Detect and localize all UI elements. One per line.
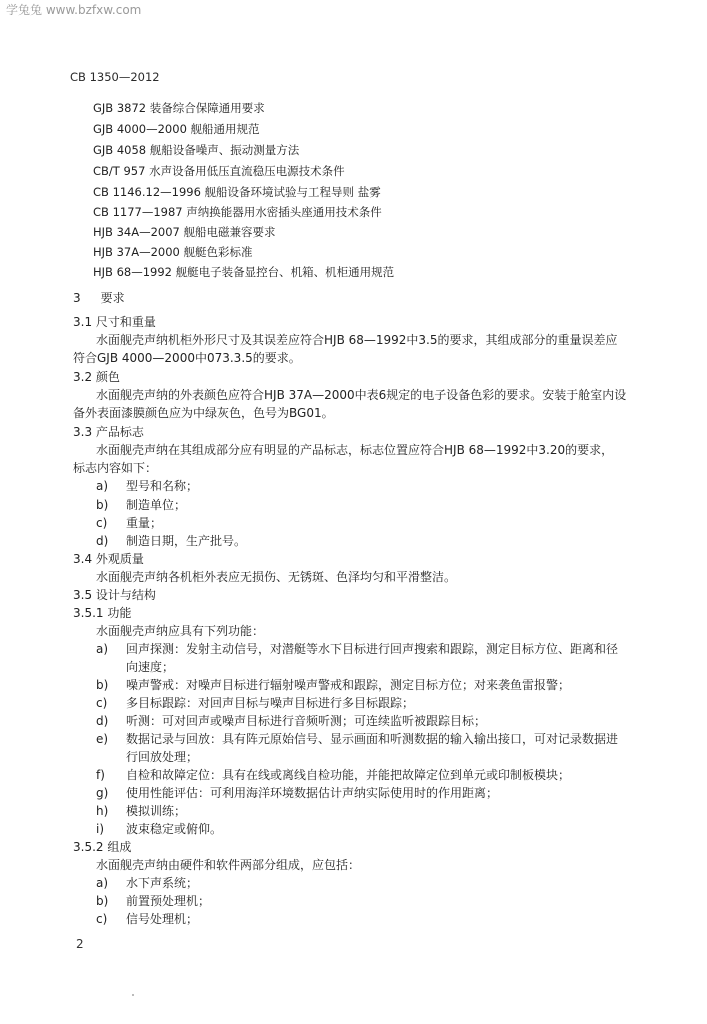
list-text: 制造单位； — [126, 498, 187, 512]
subsection-heading: 3.5.2 组成 — [73, 840, 132, 854]
reference-item: HJB 37A—2000 舰艇色彩标准 — [93, 245, 253, 259]
list-item — [96, 677, 570, 693]
list-text: 制造日期，生产批号。 — [126, 534, 247, 548]
list-item-continuation: 行回放处理； — [126, 750, 199, 764]
list-item — [96, 821, 222, 837]
list-item — [96, 695, 414, 711]
subsection-heading: 3.3 产品标志 — [73, 425, 144, 439]
list-text: 模拟训练； — [126, 804, 187, 818]
list-text: 听测：可对回声或噪声目标进行音频听测；可连续监听被跟踪目标； — [126, 714, 487, 728]
reference-item: CB 1177—1987 声纳换能器用水密插头座通用技术条件 — [93, 205, 382, 219]
list-text: 回声探测：发射主动信号，对潜艇等水下目标进行回声搜索和跟踪，测定目标方位、距离和径 — [126, 642, 619, 656]
paragraph-line: 水面舰壳声纳机柜外形尺寸及其误差应符合HJB 68—1992中3.5的要求，其组成部分的重量误差应 — [96, 333, 618, 347]
reference-item: GJB 4058 舰船设备噪声、振动测量方法 — [93, 143, 300, 157]
subsection-heading: 3.4 外观质量 — [73, 552, 144, 566]
list-label: b) — [96, 498, 109, 512]
paragraph-line: 水面舰壳声纳各机柜外表应无损伤、无锈斑、色泽均匀和平滑整洁。 — [96, 570, 457, 584]
subsection-heading: 3.5 设计与结构 — [73, 588, 156, 602]
list-item — [96, 497, 186, 513]
list-label: a) — [96, 876, 109, 890]
list-label: b) — [96, 894, 109, 908]
list-label: d) — [96, 714, 109, 728]
list-item-continuation: 向速度； — [126, 660, 175, 674]
list-item — [96, 478, 198, 494]
list-text: 型号和名称； — [126, 479, 199, 493]
list-label: h) — [96, 804, 109, 818]
list-label: i) — [96, 822, 105, 836]
list-label: f) — [96, 768, 105, 782]
list-label: g) — [96, 786, 109, 800]
list-text: 前置预处理机； — [126, 894, 211, 908]
page-number: 2 — [76, 937, 84, 951]
list-label: c) — [96, 516, 108, 530]
reference-item: HJB 68—1992 舰艇电子装备显控台、机箱、机柜通用规范 — [93, 265, 395, 279]
paragraph-line: 水面舰壳声纳在其组成部分应有明显的产品标志，标志位置应符合HJB 68—1992中3.20的要求， — [96, 443, 614, 457]
list-item — [96, 533, 246, 549]
paragraph-line: 水面舰壳声纳应具有下列功能： — [96, 624, 265, 638]
scan-speck — [132, 994, 134, 996]
list-item — [96, 731, 618, 747]
list-text: 使用性能评估：可利用海洋环境数据估计声纳实际使用时的作用距离； — [126, 786, 499, 800]
section-heading — [73, 290, 125, 306]
list-label: a) — [96, 642, 109, 656]
list-item — [96, 893, 210, 909]
list-text: 重量； — [126, 516, 163, 530]
reference-item: CB/T 957 水声设备用低压直流稳压电源技术条件 — [93, 164, 345, 178]
list-item — [96, 911, 198, 927]
subsection-heading: 3.2 颜色 — [73, 370, 120, 384]
section-title: 要求 — [100, 291, 125, 305]
paragraph-line: 水面舰壳声纳的外表颜色应符合HJB 37A—2000中表6规定的电子设备色彩的要求。安装于舱室内设 — [96, 388, 627, 402]
list-text: 噪声警戒：对噪声目标进行辐射噪声警戒和跟踪，测定目标方位；对来袭鱼雷报警； — [126, 678, 571, 692]
reference-item: GJB 4000—2000 舰船通用规范 — [93, 122, 260, 136]
list-text: 多目标跟踪：对回声目标与噪声目标进行多目标跟踪； — [126, 696, 415, 710]
watermark: 学兔兔 www.bzfxw.com — [6, 3, 142, 17]
list-text: 波束稳定或俯仰。 — [126, 822, 223, 836]
subsection-heading: 3.1 尺寸和重量 — [73, 315, 156, 329]
list-text: 自检和故障定位：具有在线或离线自检功能，并能把故障定位到单元或印制板模块； — [126, 768, 571, 782]
paragraph-line: 标志内容如下： — [73, 461, 158, 475]
paragraph-line: 水面舰壳声纳由硬件和软件两部分组成，应包括： — [96, 858, 361, 872]
list-text: 水下声系统； — [126, 876, 199, 890]
list-item — [96, 767, 570, 783]
list-text: 数据记录与回放：具有阵元原始信号、显示画面和听测数据的输入输出接口，可对记录数据进 — [126, 732, 619, 746]
list-label: c) — [96, 912, 108, 926]
paragraph-line: 符合GJB 4000—2000中073.3.5的要求。 — [73, 351, 301, 365]
paragraph-line: 备外表面漆膜颜色应为中绿灰色，色号为BG01。 — [73, 406, 334, 420]
reference-item: CB 1146.12—1996 舰船设备环境试验与工程导则 盐雾 — [93, 185, 381, 199]
standard-header: CB 1350—2012 — [70, 70, 160, 84]
list-item — [96, 515, 162, 531]
reference-item: GJB 3872 装备综合保障通用要求 — [93, 101, 265, 115]
list-item — [96, 713, 486, 729]
list-item — [96, 641, 618, 657]
list-label: e) — [96, 732, 109, 746]
list-label: d) — [96, 534, 109, 548]
list-item — [96, 803, 186, 819]
list-item — [96, 785, 498, 801]
list-label: c) — [96, 696, 108, 710]
list-text: 信号处理机； — [126, 912, 199, 926]
section-number: 3 — [73, 291, 81, 305]
list-label: b) — [96, 678, 109, 692]
list-label: a) — [96, 479, 109, 493]
reference-item: HJB 34A—2007 舰船电磁兼容要求 — [93, 225, 276, 239]
list-item — [96, 875, 198, 891]
subsection-heading: 3.5.1 功能 — [73, 606, 132, 620]
